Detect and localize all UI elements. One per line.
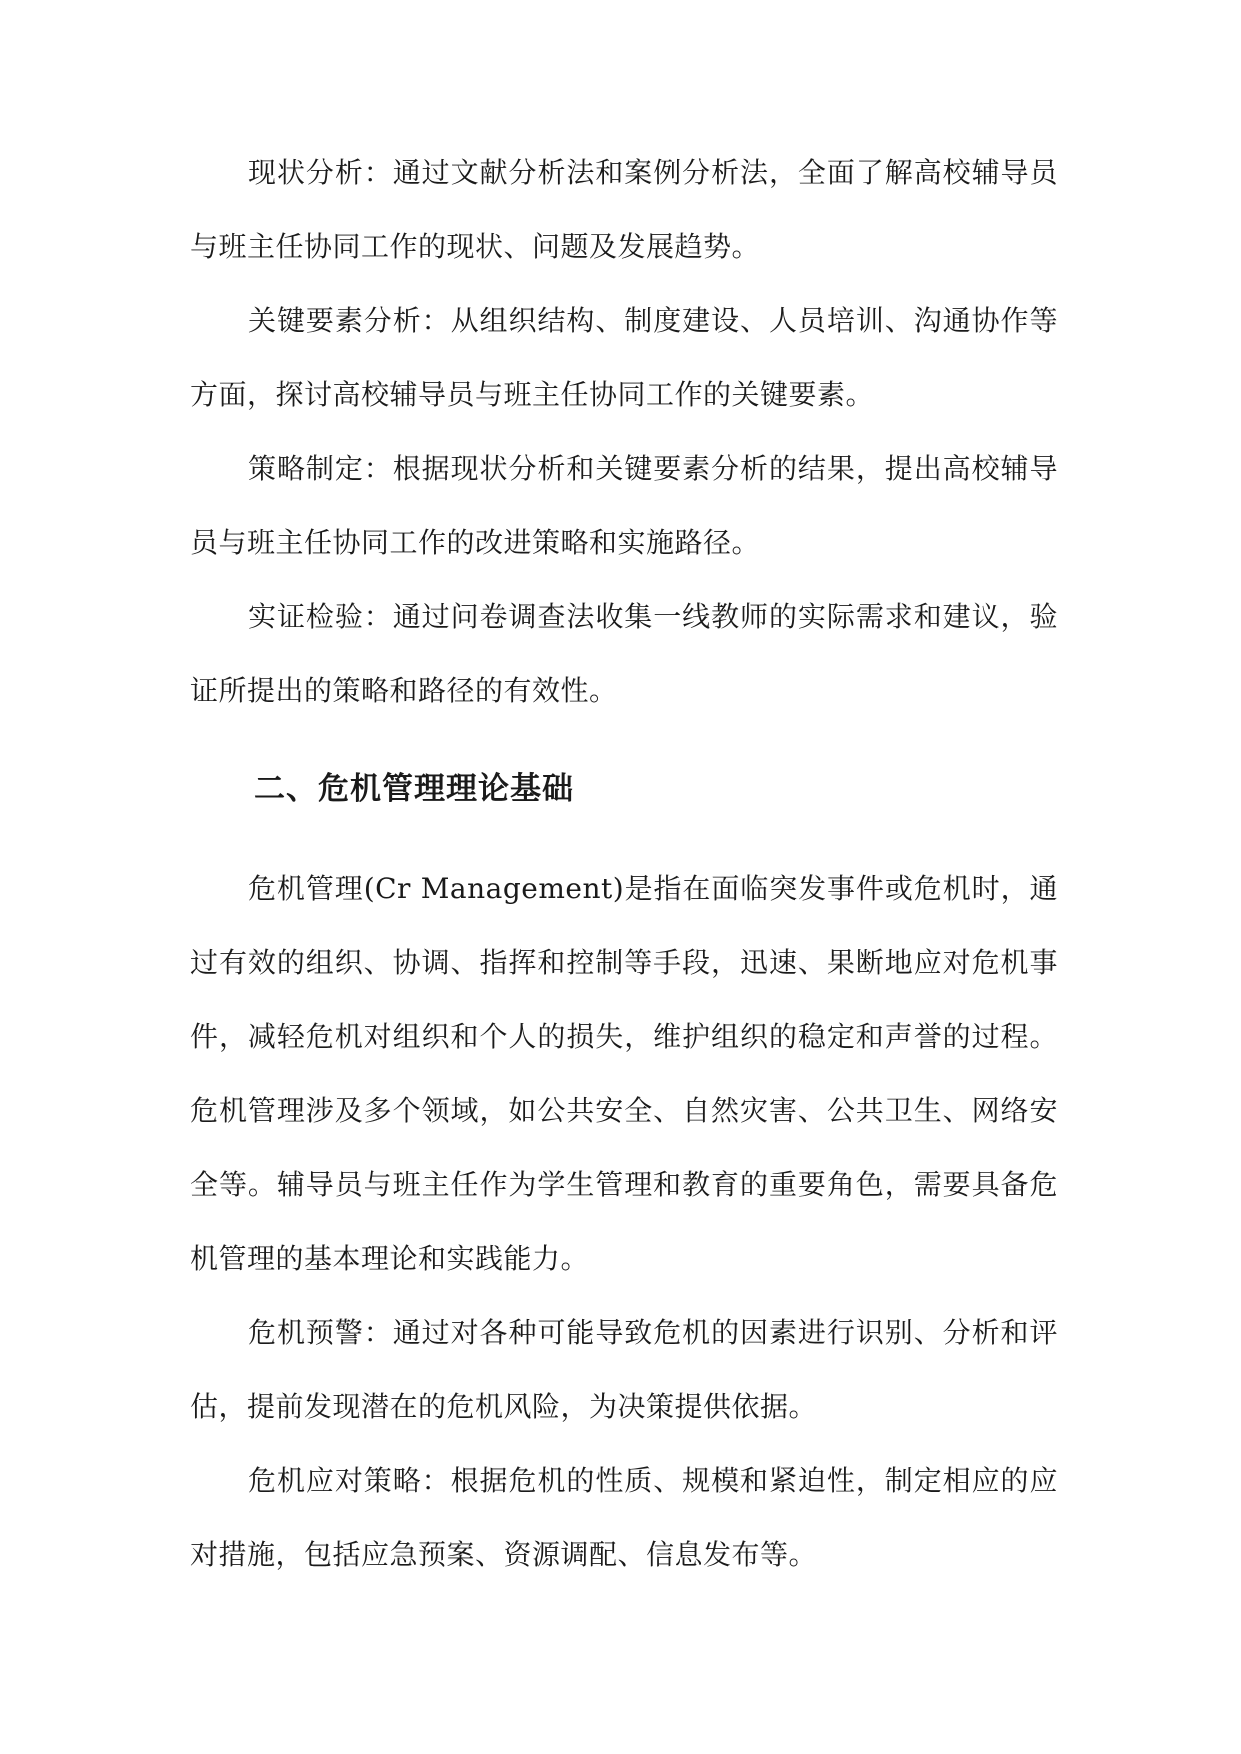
paragraph-crisis-management-definition: 危机管理(Cr Management)是指在面临突发事件或危机时，通过有效的组织、协调、指挥和控制等手段，迅速、果断地应对危机事件，减轻危机对组织和个人的损失，维护组织的稳定和声誉的过程。危机管理涉及多个领域，如公共安全、自然灾害、公共卫生、网络安全等。辅导员与班主任作为学生管理和教育的重要角色，需要具备危机管理的基本理论和实践能力。 bbox=[190, 872, 1058, 1275]
paragraph-key-factor-analysis: 关键要素分析：从组织结构、制度建设、人员培训、沟通协作等方面，探讨高校辅导员与班主任协同工作的关键要素。 bbox=[190, 304, 1058, 411]
section-heading: 二、危机管理理论基础 bbox=[254, 771, 574, 807]
paragraph-empirical-test: 实证检验：通过问卷调查法收集一线教师的实际需求和建议，验证所提出的策略和路径的有效性。 bbox=[190, 600, 1058, 707]
paragraph-status-analysis: 现状分析：通过文献分析法和案例分析法，全面了解高校辅导员与班主任协同工作的现状、问题及发展趋势。 bbox=[190, 156, 1058, 263]
paragraph-crisis-response-strategy: 危机应对策略：根据危机的性质、规模和紧迫性，制定相应的应对措施，包括应急预案、资源调配、信息发布等。 bbox=[190, 1464, 1058, 1571]
paragraph-crisis-warning: 危机预警：通过对各种可能导致危机的因素进行识别、分析和评估，提前发现潜在的危机风险，为决策提供依据。 bbox=[190, 1316, 1058, 1423]
paragraph-strategy-formulation: 策略制定：根据现状分析和关键要素分析的结果，提出高校辅导员与班主任协同工作的改进策略和实施路径。 bbox=[190, 452, 1058, 559]
